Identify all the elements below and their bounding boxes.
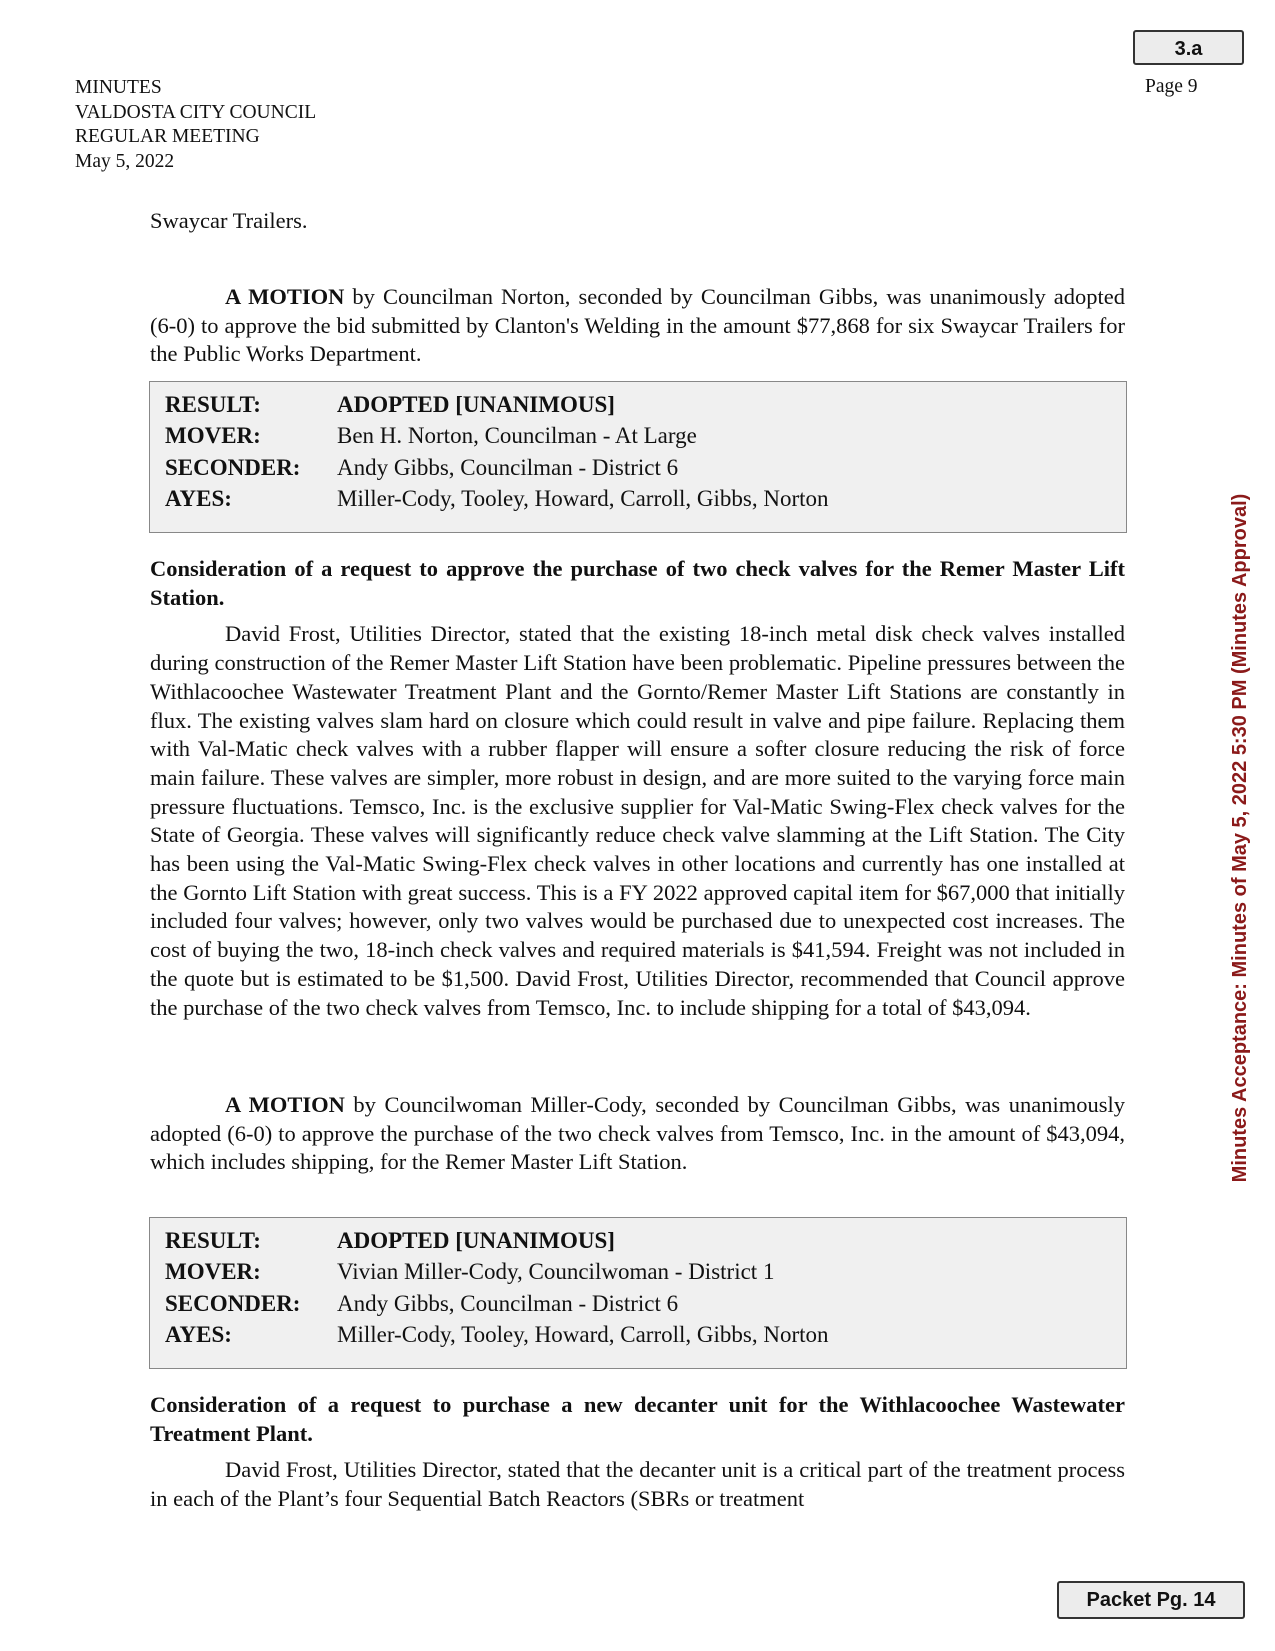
seconder-value: Andy Gibbs, Councilman - District 6 [337,1291,679,1316]
header-line: VALDOSTA CITY COUNCIL [75,101,317,123]
header-line: REGULAR MEETING [75,126,260,147]
ayes-label: AYES: [165,486,232,511]
result-label: RESULT: [165,392,261,417]
ayes-label: AYES: [165,1322,232,1347]
motion-2 [150,1091,1125,1177]
seconder-label: SECONDER: [165,1291,301,1316]
result-label: RESULT: [165,1228,261,1253]
document-header [75,76,316,174]
agenda-item-tag: 3.a [1133,30,1244,65]
mover-label: MOVER: [165,1259,261,1284]
vote-box-2 [149,1217,1127,1369]
seconder-label: SECONDER: [165,455,301,480]
result-value: ADOPTED [UNANIMOUS] [337,392,615,417]
seconder-value: Andy Gibbs, Councilman - District 6 [337,455,679,480]
side-watermark: Minutes Acceptance: Minutes of May 5, 2022 5:30 PM (Minutes Approval) [1229,493,1251,1183]
ayes-value: Miller-Cody, Tooley, Howard, Carroll, Gibbs, Norton [337,1322,829,1347]
motion-lead: A MOTION [225,1092,345,1117]
motion-1 [150,283,1125,369]
packet-page-label: Packet Pg. 14 [1057,1581,1245,1619]
mover-value: Ben H. Norton, Councilman - At Large [337,423,697,448]
section-heading: Consideration of a request to approve the purchase of two check valves for the Remer Master Lift Station. [150,556,1125,610]
header-date: May 5, 2022 [75,150,175,172]
motion-lead: A MOTION [225,284,345,309]
motion-paragraph [150,283,1125,369]
section-body: David Frost, Utilities Director, stated that the existing 18-inch metal disk check valves installed during construction of the Remer Master Lift Station have been problematic. Pipeline pressures between the Withlacoochee Wastewater Treatment Plant and the Gornto/Remer Master Lift Stations are constantly in flux. The existing valves slam hard on closure which could result in valve and pipe failure. Replacing them with Val-Matic check valves with a rubber flapper will ensure a softer closure reducing the risk of force main failure. These valves are simpler, more robust in design, and are more suited to the varying force main pressure fluctuations. Temsco, Inc. is the exclusive supplier for Val-Matic Swing-Flex check valves for the State of Georgia. These valves will significantly reduce check valve slamming at the Lift Station. The City has been using the Val-Matic Swing-Flex check valves in other locations and currently has one installed at the Gornto Lift Station with great success. This is a FY 2022 approved capital item for $67,000 that initially included four valves; however, only two valves would be purchased due to unexpected cost increases. The cost of buying the two, 18-inch check valves and required materials is $41,594. Freight was not included in the quote but is estimated to be $1,500. David Frost, Utilities Director, recommended that Council approve the purchase of the two check valves from Temsco, Inc. to include shipping for a total of $43,094. [150,621,1125,1020]
motion-paragraph [150,1091,1125,1177]
page-number: Page 9 [1145,76,1198,97]
mover-label: MOVER: [165,423,261,448]
vote-box-1 [149,381,1127,533]
header-line: MINUTES [75,77,162,98]
section-body: David Frost, Utilities Director, stated that the decanter unit is a critical part of the treatment process in each of the Plant’s four Sequential Batch Reactors (SBRs or treatment [150,1457,1125,1512]
ayes-value: Miller-Cody, Tooley, Howard, Carroll, Gibbs, Norton [337,486,829,511]
result-value: ADOPTED [UNANIMOUS] [337,1228,615,1253]
section-3 [150,1391,1125,1514]
mover-value: Vivian Miller-Cody, Councilwoman - District 1 [337,1259,775,1284]
section-heading: Consideration of a request to purchase a new decanter unit for the Withlacoochee Wastewater Treatment Plant. [150,1392,1125,1446]
motion-text: by Councilwoman Miller-Cody, seconded by Councilman Gibbs, was unanimously adopted (6-0) to approve the purchase of the two check valves from Temsco, Inc. in the amount of $43,094, which includes shipping, for the Remer Master Lift Station. [150,1092,1125,1175]
section-2 [150,555,1125,1022]
motion-text: by Councilman Norton, seconded by Councilman Gibbs, was unanimously adopted (6-0) to approve the bid submitted by Clanton's Welding in the amount $77,868 for six Swaycar Trailers for the Public Works Department. [150,284,1125,367]
intro-text [150,207,1125,236]
intro-paragraph: Swaycar Trailers. [150,208,308,233]
